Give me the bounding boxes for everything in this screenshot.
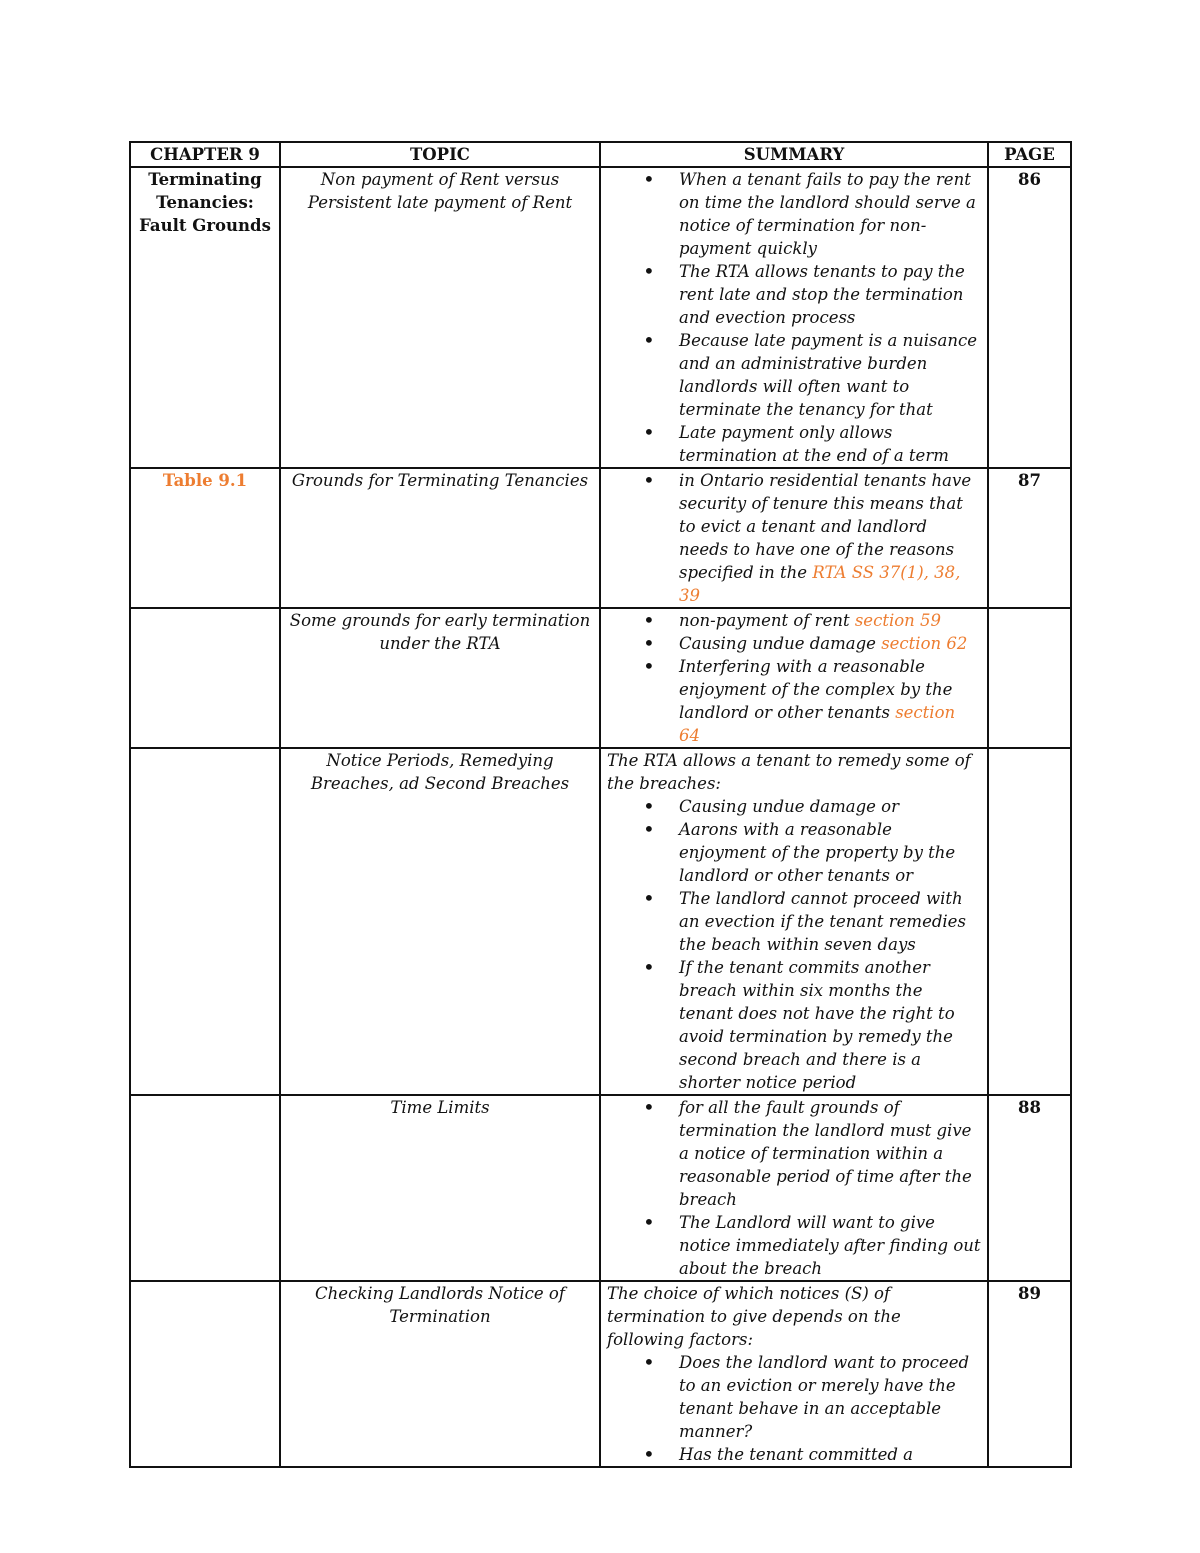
chapter-summary-table [129, 141, 1072, 1468]
topic-cell: Time Limits [280, 1095, 600, 1281]
summary-list [607, 1096, 981, 1280]
summary-intro: The RTA allows a tenant to remedy some of the breaches: [607, 751, 971, 793]
page-number: 89 [988, 1281, 1071, 1467]
list-item [607, 632, 981, 655]
chapter-title: Terminating Tenancies: Fault Grounds [130, 167, 280, 468]
topic-cell: Some grounds for early termination under the RTA [280, 608, 600, 748]
summary-cell [600, 748, 988, 1095]
bullet-text: in Ontario residential tenants have security of tenure this means that to evict a tenant and landlord needs to have one of the reasons specified in the [679, 471, 972, 582]
section-reference: section 64 [679, 703, 956, 745]
list-item: • Does the landlord want to proceed to an eviction or merely have the tenant behave in an acceptable manner? [607, 1351, 981, 1443]
table-row [130, 167, 1071, 468]
table-row [130, 468, 1071, 608]
summary-list [607, 795, 981, 1094]
summary-list [607, 1351, 981, 1466]
page-cell-empty [988, 748, 1071, 1095]
page-number: 88 [988, 1095, 1071, 1281]
summary-cell [600, 167, 988, 468]
summary-cell [600, 608, 988, 748]
list-item: • The landlord cannot proceed with an evection if the tenant remedies the beach within seven days [607, 887, 981, 956]
list-item: • Because late payment is a nuisance and an administrative burden landlords will often want to terminate the tenancy for that [607, 329, 981, 421]
summary-cell [600, 1095, 988, 1281]
item-text: non-payment of rent [679, 611, 850, 630]
page-number: 86 [988, 167, 1071, 468]
chapter-cell-empty [130, 1281, 280, 1467]
table-reference: Table 9.1 [130, 468, 280, 608]
list-item: • Aarons with a reasonable enjoyment of the property by the landlord or other tenants or [607, 818, 981, 887]
summary-cell [600, 468, 988, 608]
list-item [607, 655, 981, 747]
section-reference: section 59 [854, 611, 942, 630]
list-item: • Late payment only allows termination at the end of a term [607, 421, 981, 467]
topic-cell: Checking Landlords Notice of Termination [280, 1281, 600, 1467]
summary-cell [600, 1281, 988, 1467]
topic-cell: Grounds for Terminating Tenancies [280, 468, 600, 608]
list-item: • Has the tenant committed a [607, 1443, 981, 1466]
header-topic: TOPIC [280, 142, 600, 167]
chapter-cell-empty [130, 1095, 280, 1281]
topic-cell: Notice Periods, Remedying Breaches, ad Second Breaches [280, 748, 600, 1095]
summary-list [607, 168, 981, 467]
list-item [607, 609, 981, 632]
item-text: Interfering with a reasonable enjoyment of the complex by the landlord or other tenants [679, 657, 953, 722]
header-row [130, 142, 1071, 167]
list-item: • for all the fault grounds of termination the landlord must give a notice of termination within a reasonable period of time after the breach [607, 1096, 981, 1211]
header-summary: SUMMARY [600, 142, 988, 167]
list-item [607, 469, 981, 607]
list-item: • If the tenant commits another breach within six months the tenant does not have the right to avoid termination by remedy the second breach and there is a shorter notice period [607, 956, 981, 1094]
header-page: PAGE [988, 142, 1071, 167]
chapter-cell-empty [130, 748, 280, 1095]
chapter-cell-empty [130, 608, 280, 748]
list-item: • The Landlord will want to give notice immediately after finding out about the breach [607, 1211, 981, 1280]
item-text: Causing undue damage [679, 634, 876, 653]
table-row [130, 1281, 1071, 1467]
summary-list [607, 469, 981, 607]
summary-intro: The choice of which notices (S) of termination to give depends on the following factors: [607, 1284, 901, 1349]
list-item: • The RTA allows tenants to pay the rent late and stop the termination and evection process [607, 260, 981, 329]
table-row [130, 608, 1071, 748]
page-cell-empty [988, 608, 1071, 748]
table-row [130, 748, 1071, 1095]
summary-list [607, 609, 981, 747]
statute-reference: RTA SS 37(1), 38, 39 [679, 563, 961, 605]
list-item: • Causing undue damage or [607, 795, 981, 818]
table-row [130, 1095, 1071, 1281]
section-reference: section 62 [881, 634, 968, 653]
topic-cell: Non payment of Rent versus Persistent late payment of Rent [280, 167, 600, 468]
header-chapter: CHAPTER 9 [130, 142, 280, 167]
list-item: • When a tenant fails to pay the rent on time the landlord should serve a notice of termination for non-payment quickly [607, 168, 981, 260]
page-number: 87 [988, 468, 1071, 608]
